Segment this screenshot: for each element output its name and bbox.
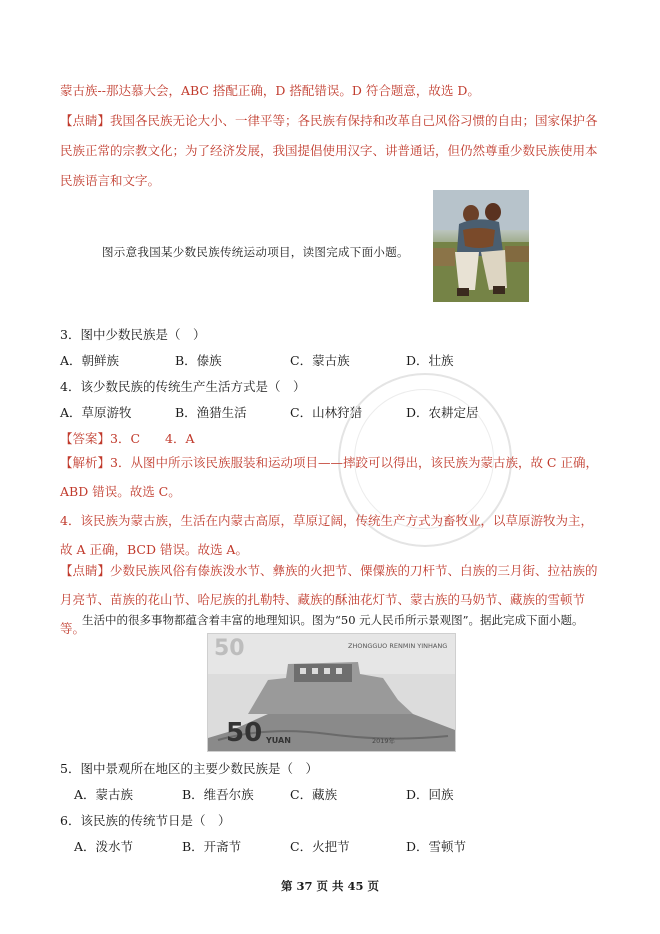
q4-option-d: D．农耕定居 [406, 405, 479, 420]
question-6: 6．该民族的传统节日是（ ） [60, 813, 231, 828]
analysis-4: 4．该民族为蒙古族，生活在内蒙古高原，草原辽阔，传统生产方式为畜牧业，以草原游牧为主，故 A 正确，BCD 错误。故选 A。 [60, 513, 593, 557]
q6-option-d: D．雪顿节 [406, 839, 467, 854]
q6-option-b: B．开斋节 [182, 839, 242, 854]
banknote-year: 2019年 [372, 737, 396, 745]
question-5: 5．图中景观所在地区的主要少数民族是（ ） [60, 761, 318, 776]
wrestling-illustration [433, 190, 529, 302]
question-intro-2: 生活中的很多事物都蕴含着丰富的地理知识。图为“50 元人民币所示景观图”。据此完成下面小题。 [82, 613, 584, 627]
question-4: 4．该少数民族的传统生产生活方式是（ ） [60, 379, 306, 394]
q5-option-b: B．维吾尔族 [182, 787, 254, 802]
q6-option-a: A．泼水节 [74, 839, 134, 854]
q5-option-c: C．藏族 [290, 787, 338, 802]
banknote-image [207, 633, 456, 752]
q4-option-a: A．草原游牧 [60, 405, 132, 420]
analysis-line: 蒙古族--那达慕大会，ABC 搭配正确，D 搭配错误。D 符合题意，故选 D。 [60, 83, 480, 98]
question-3: 3．图中少数民族是（ ） [60, 327, 206, 342]
banknote-denomination: 50 [226, 718, 263, 748]
q4-option-b: B．渔猎生活 [175, 405, 247, 420]
analysis-3: 【解析】3．从图中所示该民族服装和运动项目——摔跤可以得出，该民族为蒙古族，故 C 正确， ABD 错误。故选 C。 [60, 455, 598, 499]
q5-option-d: D．回族 [406, 787, 454, 802]
banknote-denomination-top: 50 [214, 636, 245, 661]
answer-line: 【答案】3．C 4．A [60, 431, 195, 446]
q3-option-c: C．蒙古族 [290, 353, 350, 368]
page-footer: 第 37 页 共 45 页 [280, 879, 380, 893]
banknote-currency: YUAN [266, 736, 291, 745]
q6-option-c: C．火把节 [290, 839, 350, 854]
q3-option-a: A．朝鲜族 [60, 353, 120, 368]
q3-option-d: D．壮族 [406, 353, 454, 368]
banknote-header: ZHONGGUO RENMIN YINHANG [348, 642, 448, 650]
q4-option-c: C．山林狩猎 [290, 405, 363, 420]
dianjing-note-2: 【点睛】少数民族风俗有傣族泼水节、彝族的火把节、傈僳族的刀杆节、白族的三月街、拉祜族的月亮节、苗族的花山节、哈尼族的扎勒特、藏族的酥油花灯节、蒙古族的马奶节、藏族的雪顿节等。 [60, 563, 598, 636]
wrestling-photo [433, 190, 529, 302]
question-intro-1: 图示意我国某少数民族传统运动项目，读图完成下面小题。 [102, 245, 409, 259]
q5-option-a: A．蒙古族 [74, 787, 134, 802]
dianjing-note-1: 【点睛】我国各民族无论大小、一律平等；各民族有保持和改革自己风俗习惯的自由；国家保护各民族正常的宗教文化；为了经济发展，我国提倡使用汉字、讲普通话，但仍然尊重少数民族使用本民族语言和文字。 [60, 113, 598, 188]
q3-option-b: B．傣族 [175, 353, 222, 368]
